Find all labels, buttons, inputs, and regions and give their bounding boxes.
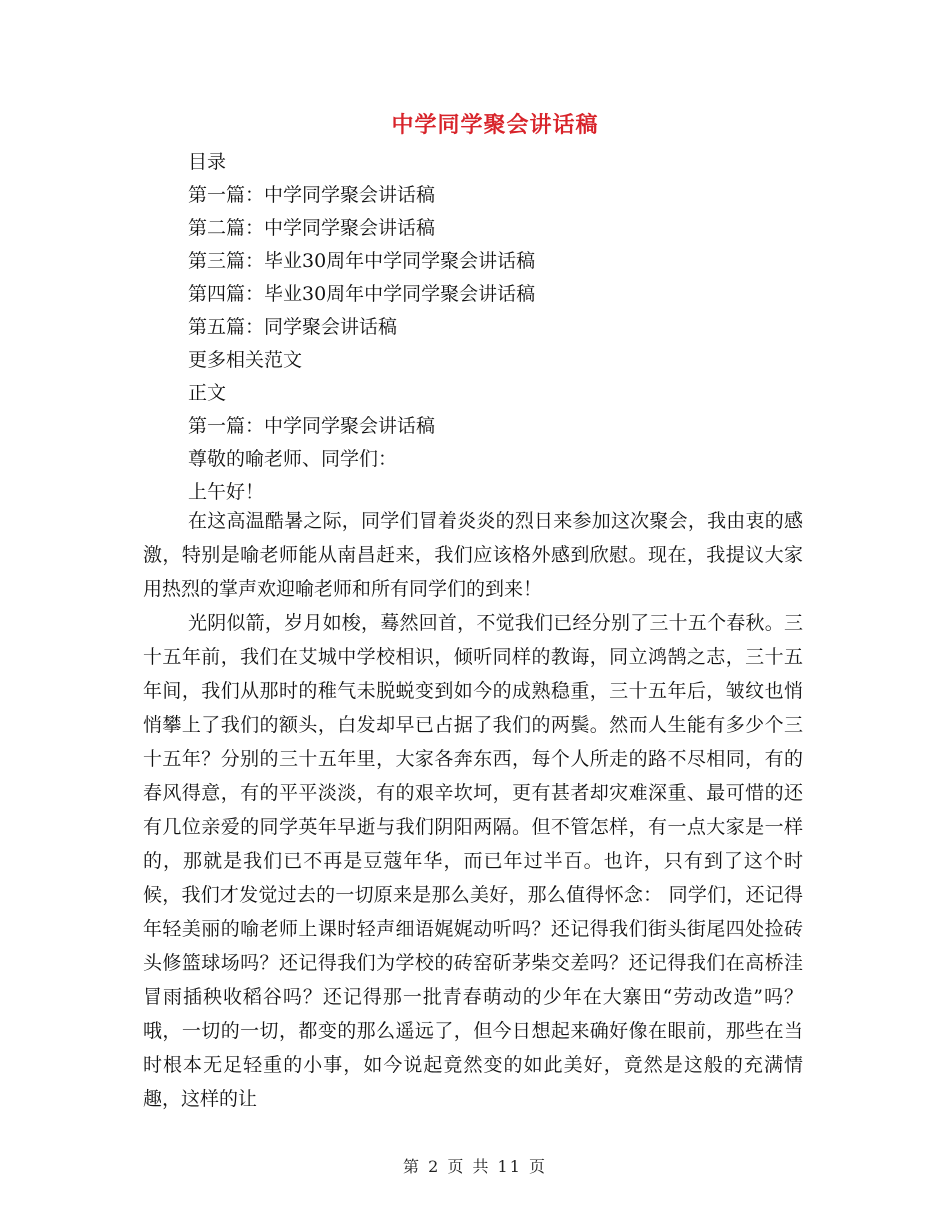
toc-line: 第一篇：中学同学聚会讲话稿 bbox=[188, 184, 436, 206]
toc-line: 第一篇：中学同学聚会讲话稿 bbox=[188, 415, 436, 437]
page-number-footer: 第 2 页 共 11 页 bbox=[403, 1157, 547, 1176]
toc-line: 第三篇：毕业30周年中学同学聚会讲话稿 bbox=[188, 250, 536, 272]
body-paragraph: 光阴似箭，岁月如梭，蓦然回首，不觉我们已经分别了三十五个春秋。三十五年前，我们在艾城中学校相识，倾听同样的教诲，同立鸿鹄之志，三十五年间，我们从那时的稚气未脱蜕变到如今的成熟稳重，三十五年后，皱纹也悄悄攀上了我们的额头，白发却早已占据了我们的两鬓。然而人生能有多少个三十五年？分别的三十五年里，大家各奔东西，每个人所走的路不尽相同，有的春风得意，有的平平淡淡，有的艰辛坎坷，更有甚者却灾难深重、最可惜的还有几位亲爱的同学英年早逝与我们阴阳两隔。但不管怎样，有一点大家是一样的，那就是我们已不再是豆蔻年华，而已年过半百。也许，只有到了这个时候，我们才发觉过去的一切原来是那么美好，那么值得怀念： 同学们，还记得年轻美丽的喻老师上课时轻声细语娓娓动听吗？还记得我们街头街尾四处捡砖头修篮球场吗？还记得我们为学校的砖窑斫茅柴交差吗？还记得我们在高桥洼冒雨插秧收稻谷吗？还记得那一批青春萌动的少年在大寨田“劳动改造”吗？哦，一切的一切，都变的那么遥远了，但今日想起来确好像在眼前，那些在当时根本无足轻重的小事，如今说起竟然变的如此美好，竟然是这般的充满情趣，这样的让 bbox=[143, 612, 803, 1110]
toc-line: 第二篇：中学同学聚会讲话稿 bbox=[188, 217, 436, 239]
toc-line: 上午好！ bbox=[188, 481, 265, 503]
document-body bbox=[143, 504, 803, 1116]
toc-line: 目录 bbox=[188, 151, 227, 173]
toc-line: 更多相关范文 bbox=[188, 349, 303, 371]
document-title: 中学同学聚会讲话稿 bbox=[391, 112, 599, 138]
body-paragraph: 在这高温酷暑之际，同学们冒着炎炎的烈日来参加这次聚会，我由衷的感激，特别是喻老师能从南昌赶来，我们应该格外感到欣慰。现在，我提议大家用热烈的掌声欢迎喻老师和所有同学们的到来！ bbox=[143, 510, 803, 600]
toc-line: 第五篇：同学聚会讲话稿 bbox=[188, 316, 398, 338]
toc-line: 第四篇：毕业30周年中学同学聚会讲话稿 bbox=[188, 283, 536, 305]
table-of-contents bbox=[188, 146, 535, 509]
toc-line: 正文 bbox=[188, 382, 227, 404]
toc-line: 尊敬的喻老师、同学们： bbox=[188, 448, 398, 470]
